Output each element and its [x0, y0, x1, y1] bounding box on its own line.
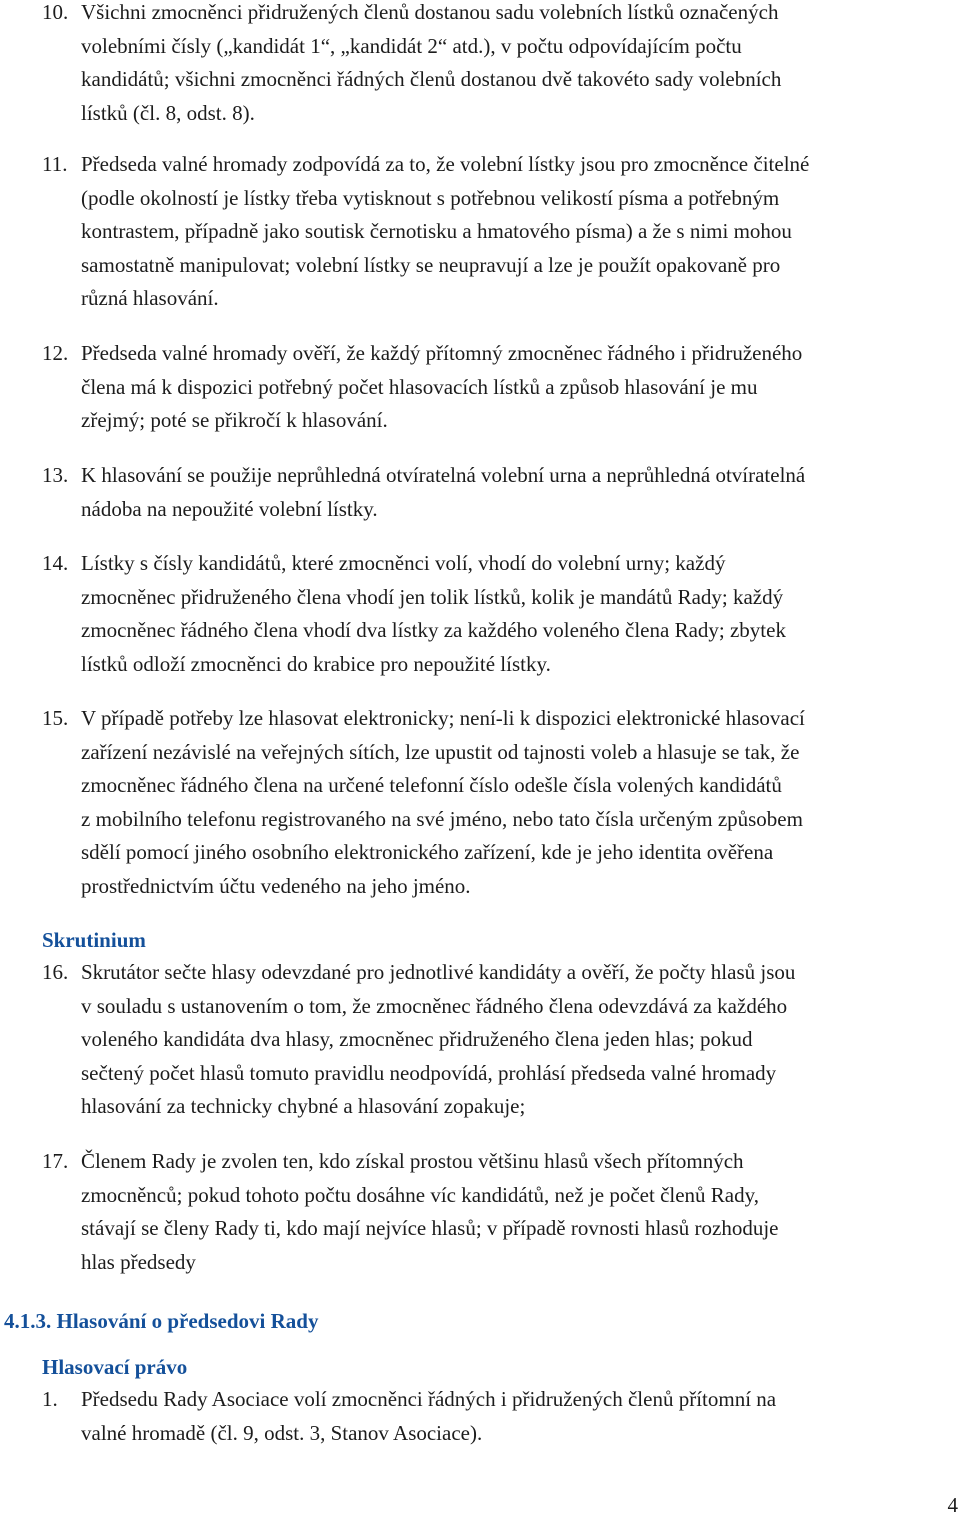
section-heading-hlasovani-o-predsedovi: 4.1.3. Hlasování o předsedovi Rady — [4, 1309, 319, 1333]
list-item-15 — [0, 702, 940, 903]
text-line: hlasování za technicky chybné a hlasování zopakuje; — [81, 1094, 526, 1118]
item-text — [81, 337, 941, 438]
item-text — [81, 956, 941, 1124]
list-item-11 — [0, 148, 940, 316]
list-item-16 — [0, 956, 940, 1124]
list-item-12 — [0, 337, 940, 438]
text-line: valné hromadě (čl. 9, odst. 3, Stanov Asociace). — [81, 1420, 483, 1445]
item-text — [81, 1383, 941, 1450]
text-line: lístků (čl. 8, odst. 8). — [81, 100, 255, 125]
text-line: různá hlasování. — [81, 286, 219, 310]
text-line: zmocněnec řádného člena vhodí dva lístky za každého voleného člena Rady; zbytek — [81, 618, 786, 642]
list-item-1 — [0, 1383, 940, 1450]
list-item-17 — [0, 1145, 940, 1279]
text-line: kandidátů; všichni zmocněnci řádných členů dostanou dvě takovéto sady volebních — [81, 67, 782, 91]
text-line: lístků odloží zmocněnci do krabice pro nepoužité lístky. — [81, 651, 551, 676]
text-line: Skrutátor sečte hlasy odevzdané pro jednotlivé kandidáty a ověří, že počty hlasů jsou — [81, 960, 796, 984]
list-item-13 — [0, 459, 940, 526]
item-text — [81, 148, 941, 316]
text-line: volebními čísly („kandidát 1“, „kandidát 2“ atd.), v počtu odpovídajícím počtu — [81, 33, 742, 58]
item-text — [81, 0, 941, 130]
section-heading-skrutinium: Skrutinium — [42, 928, 146, 952]
text-line: zmocněnců; pokud tohoto počtu dosáhne víc kandidátů, než je počet členů Rady, — [81, 1182, 760, 1207]
list-item-10 — [0, 0, 940, 130]
item-text — [81, 702, 941, 903]
text-line: Předseda valné hromady zodpovídá za to, že volební lístky jsou pro zmocněnce čitelné — [81, 152, 810, 176]
text-line: stávají se členy Rady ti, kdo mají nejvíce hlasů; v případě rovnosti hlasů rozhoduje — [81, 1216, 779, 1240]
text-line: voleného kandidáta dva hlasy, zmocněnec přidruženého člena jeden hlas; pokud — [81, 1027, 753, 1051]
item-number: 1. — [42, 1387, 58, 1411]
item-text — [81, 1145, 941, 1279]
item-number: 16. — [42, 960, 69, 984]
text-line: zmocněnec řádného člena na určené telefonní číslo odešle čísla volených kandidátů — [81, 773, 782, 797]
text-line: samostatně manipulovat; volební lístky se neupravují a lze je použít opakovaně pro — [81, 252, 781, 277]
subheading-hlasovaci-pravo: Hlasovací právo — [42, 1355, 188, 1379]
text-line: sdělí pomocí jiného osobního elektronického zařízení, kde je jeho identita ověřena — [81, 840, 774, 864]
item-number: 11. — [42, 152, 68, 176]
text-line: prostřednictvím účtu vedeného na jeho jméno. — [81, 873, 471, 898]
text-line: hlas předsedy — [81, 1249, 196, 1274]
text-line: Předsedu Rady Asociace volí zmocněnci řádných i přidružených členů přítomní na — [81, 1387, 777, 1411]
item-number: 14. — [42, 551, 69, 575]
item-number: 12. — [42, 341, 69, 365]
text-line: zřejmý; poté se přikročí k hlasování. — [81, 408, 388, 432]
text-line: zařízení nezávislé na veřejných sítích, lze upustit od tajnosti voleb a hlasuje se tak, že — [81, 739, 800, 764]
text-line: člena má k dispozici potřebný počet hlasovacích lístků a způsob hlasování je mu — [81, 374, 758, 399]
text-line: V případě potřeby lze hlasovat elektronicky; není-li k dispozici elektronické hlasovací — [81, 706, 805, 730]
page-number: 4 — [947, 1493, 958, 1517]
item-text — [81, 459, 941, 526]
item-number: 10. — [42, 0, 69, 24]
text-line: Všichni zmocněnci přidružených členů dostanou sadu volebních lístků označených — [81, 0, 779, 24]
text-line: K hlasování se použije neprůhledná otvíratelná volební urna a neprůhledná otvíratelná — [81, 463, 806, 487]
text-line: (podle okolností je lístky třeba vytisknout s potřebnou velikostí písma a potřebným — [81, 185, 780, 210]
text-line: Členem Rady je zvolen ten, kdo získal prostou většinu hlasů všech přítomných — [81, 1149, 744, 1173]
text-line: sečtený počet hlasů tomuto pravidlu neodpovídá, prohlásí předseda valné hromady — [81, 1060, 777, 1085]
text-line: kontrastem, případně jako soutisk černotisku a hmatového písma) a že s nimi mohou — [81, 219, 792, 243]
text-line: Lístky s čísly kandidátů, které zmocněnci volí, vhodí do volební urny; každý — [81, 551, 726, 575]
item-number: 13. — [42, 463, 69, 487]
text-line: v souladu s ustanovením o tom, že zmocněnec řádného člena odevzdává za každého — [81, 993, 788, 1018]
text-line: nádoba na nepoužité volební lístky. — [81, 496, 378, 521]
item-text — [81, 547, 941, 681]
text-line: zmocněnec přidruženého člena vhodí jen tolik lístků, kolik je mandátů Rady; každý — [81, 584, 784, 609]
text-line: z mobilního telefonu registrovaného na své jméno, nebo tato čísla určeným způsobem — [81, 806, 803, 831]
item-number: 15. — [42, 706, 69, 730]
text-line: Předseda valné hromady ověří, že každý přítomný zmocněnec řádného i přidruženého — [81, 341, 803, 365]
list-item-14 — [0, 547, 940, 681]
item-number: 17. — [42, 1149, 69, 1173]
